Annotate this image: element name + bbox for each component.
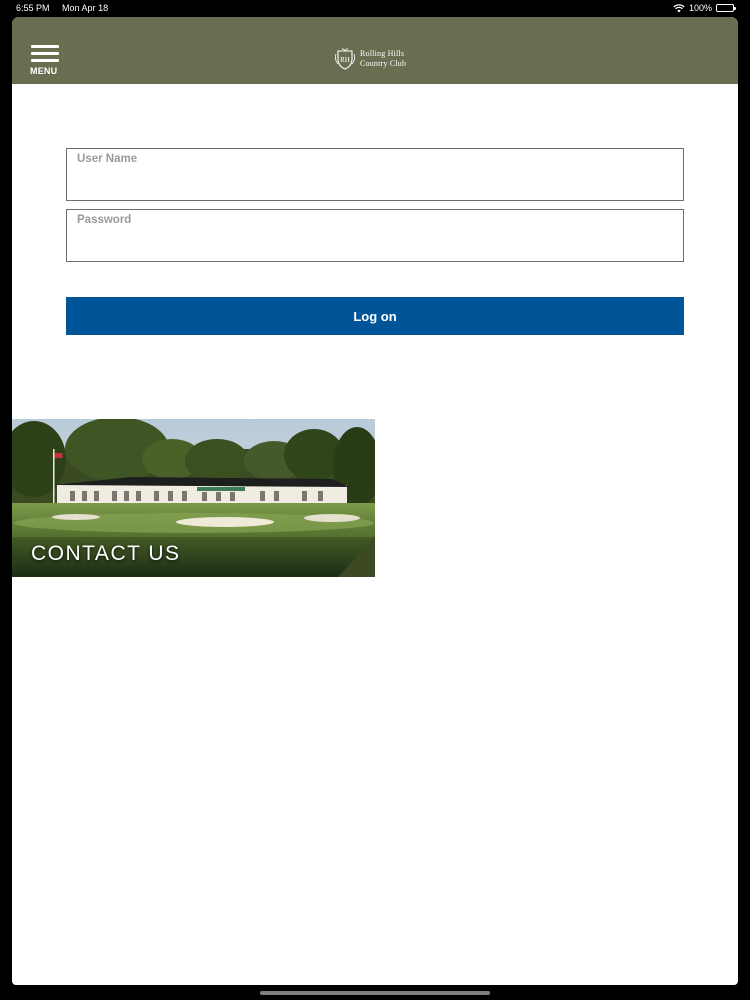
contact-us-label: CONTACT US: [31, 542, 181, 565]
crest-letters: RH: [340, 56, 350, 64]
password-input[interactable]: [77, 232, 672, 256]
menu-label: MENU: [30, 66, 58, 76]
club-name-line1: Rolling Hills: [360, 49, 405, 58]
club-logo[interactable]: [333, 47, 406, 71]
battery-icon: [716, 4, 734, 12]
username-field[interactable]: [66, 148, 684, 201]
password-label: Password: [77, 214, 132, 226]
club-name: [360, 49, 406, 69]
status-time-date: [16, 3, 108, 13]
log-on-button[interactable]: Log on: [66, 297, 684, 335]
username-label: User Name: [77, 153, 138, 165]
hamburger-icon: [31, 45, 59, 63]
crest-icon: [333, 47, 357, 71]
contact-us-tile[interactable]: [12, 419, 375, 577]
top-navigation-bar: [12, 17, 738, 84]
status-date: Mon Apr 18: [62, 3, 109, 13]
status-time: 6:55 PM: [16, 3, 50, 13]
club-name-line2: Country Club: [360, 59, 407, 68]
status-bar: [0, 0, 750, 17]
password-field[interactable]: [66, 209, 684, 262]
home-indicator[interactable]: [260, 991, 490, 995]
battery-percent: 100%: [688, 3, 712, 13]
username-input[interactable]: [77, 171, 672, 195]
status-indicators: [673, 3, 734, 13]
wifi-icon: [673, 4, 685, 13]
app-window: [12, 17, 738, 985]
menu-button[interactable]: [30, 45, 62, 77]
